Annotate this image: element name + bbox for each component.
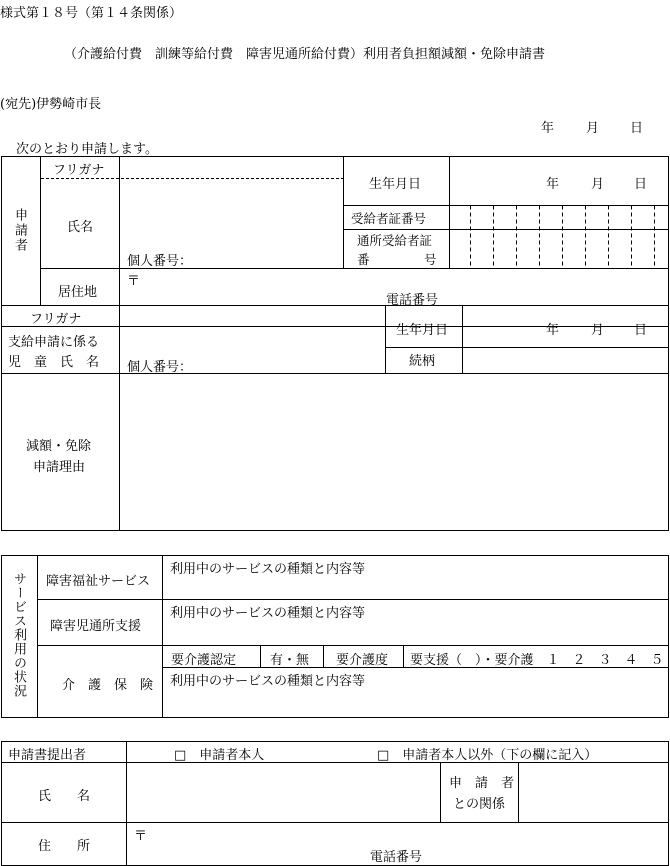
child-furigana-label: フリガナ bbox=[30, 312, 82, 327]
child-support-content-label: 利用中のサービスの種類と内容等 bbox=[170, 606, 366, 621]
care-certification-label: 要介護認定 bbox=[171, 653, 237, 668]
residence-label: 居住地 bbox=[58, 285, 98, 300]
child-my-number-label: 個人番号： bbox=[127, 360, 193, 375]
submitter-option-other[interactable]: □ 申請者本人以外（下の欄に記入） bbox=[377, 748, 598, 763]
child-birth-month: 月 bbox=[591, 323, 605, 338]
care-insurance-label: 介 護 保 険 bbox=[62, 678, 154, 693]
applicant-name-label: 氏名 bbox=[67, 220, 94, 235]
applicant-phone-label: 電話番号 bbox=[386, 293, 439, 308]
form-title: （介護給付費 訓練等給付費 障害児通所給付費）利用者負担額減額・免除申請書 bbox=[64, 47, 546, 62]
applicant-birth-month: 月 bbox=[591, 177, 605, 192]
care-level-label: 要介護度 bbox=[336, 653, 389, 668]
certification-yes-no: 有・無 bbox=[270, 653, 310, 668]
submitter-label: 申請書提出者 bbox=[8, 748, 87, 763]
submitter-address-label: 住 所 bbox=[38, 839, 91, 854]
applicant-my-number-label: 個人番号： bbox=[127, 254, 193, 269]
reason-label-1: 減額・免除 bbox=[26, 439, 92, 454]
care-level-values: 要支援（ ）・要介護 １ ２ ３ ４ ５ bbox=[410, 653, 664, 668]
welfare-service-label: 障害福祉サービス bbox=[46, 574, 151, 589]
submitter-name-label: 氏 名 bbox=[38, 789, 91, 804]
applicant-section-label: 申請者 bbox=[12, 208, 27, 253]
residence-postal-mark: 〒 bbox=[127, 274, 141, 289]
recipient-number-label: 受給者証番号 bbox=[351, 211, 427, 226]
applicant-birth-year: 年 bbox=[546, 177, 560, 192]
reason-label-2: 申請理由 bbox=[33, 460, 86, 475]
child-support-label: 障害児通所支援 bbox=[50, 619, 142, 634]
submitter-option-self[interactable]: □ 申請者本人 bbox=[174, 748, 265, 763]
submitter-postal-mark: 〒 bbox=[134, 829, 148, 844]
date-day: 日 bbox=[630, 121, 644, 136]
child-name-label-2: 児 童 氏 名 bbox=[8, 355, 100, 370]
day-recipient-number-label-2a: 番 bbox=[357, 252, 370, 267]
day-recipient-number-label-2b: 号 bbox=[424, 252, 437, 267]
child-birth-label: 生年月日 bbox=[396, 323, 449, 338]
applicant-birth-day: 日 bbox=[634, 177, 648, 192]
submitter-phone-label: 電話番号 bbox=[370, 850, 423, 865]
date-month: 月 bbox=[586, 121, 600, 136]
day-recipient-number-label-1: 通所受給者証 bbox=[357, 233, 433, 248]
child-birth-year: 年 bbox=[546, 323, 560, 338]
applicant-birth-label: 生年月日 bbox=[369, 177, 422, 192]
form-number: 様式第１８号（第１４条関係） bbox=[0, 6, 183, 21]
services-section-label: サービス利用の状況 bbox=[11, 572, 26, 698]
welfare-content-label: 利用中のサービスの種類と内容等 bbox=[170, 562, 366, 577]
applicant-furigana-label: フリガナ bbox=[53, 163, 105, 178]
child-birth-day: 日 bbox=[634, 323, 648, 338]
date-year: 年 bbox=[541, 121, 555, 136]
care-content-label: 利用中のサービスの種類と内容等 bbox=[170, 674, 366, 689]
addressee: (宛先)伊勢崎市長 bbox=[0, 97, 102, 112]
intro-text: 次のとおり申請します。 bbox=[16, 142, 158, 157]
submitter-relation-label-2: との関係 bbox=[453, 797, 506, 812]
submitter-relation-label-1: 申 請 者 bbox=[449, 776, 515, 791]
child-name-label-1: 支給申請に係る bbox=[8, 335, 100, 350]
child-relation-label: 続柄 bbox=[409, 354, 436, 369]
